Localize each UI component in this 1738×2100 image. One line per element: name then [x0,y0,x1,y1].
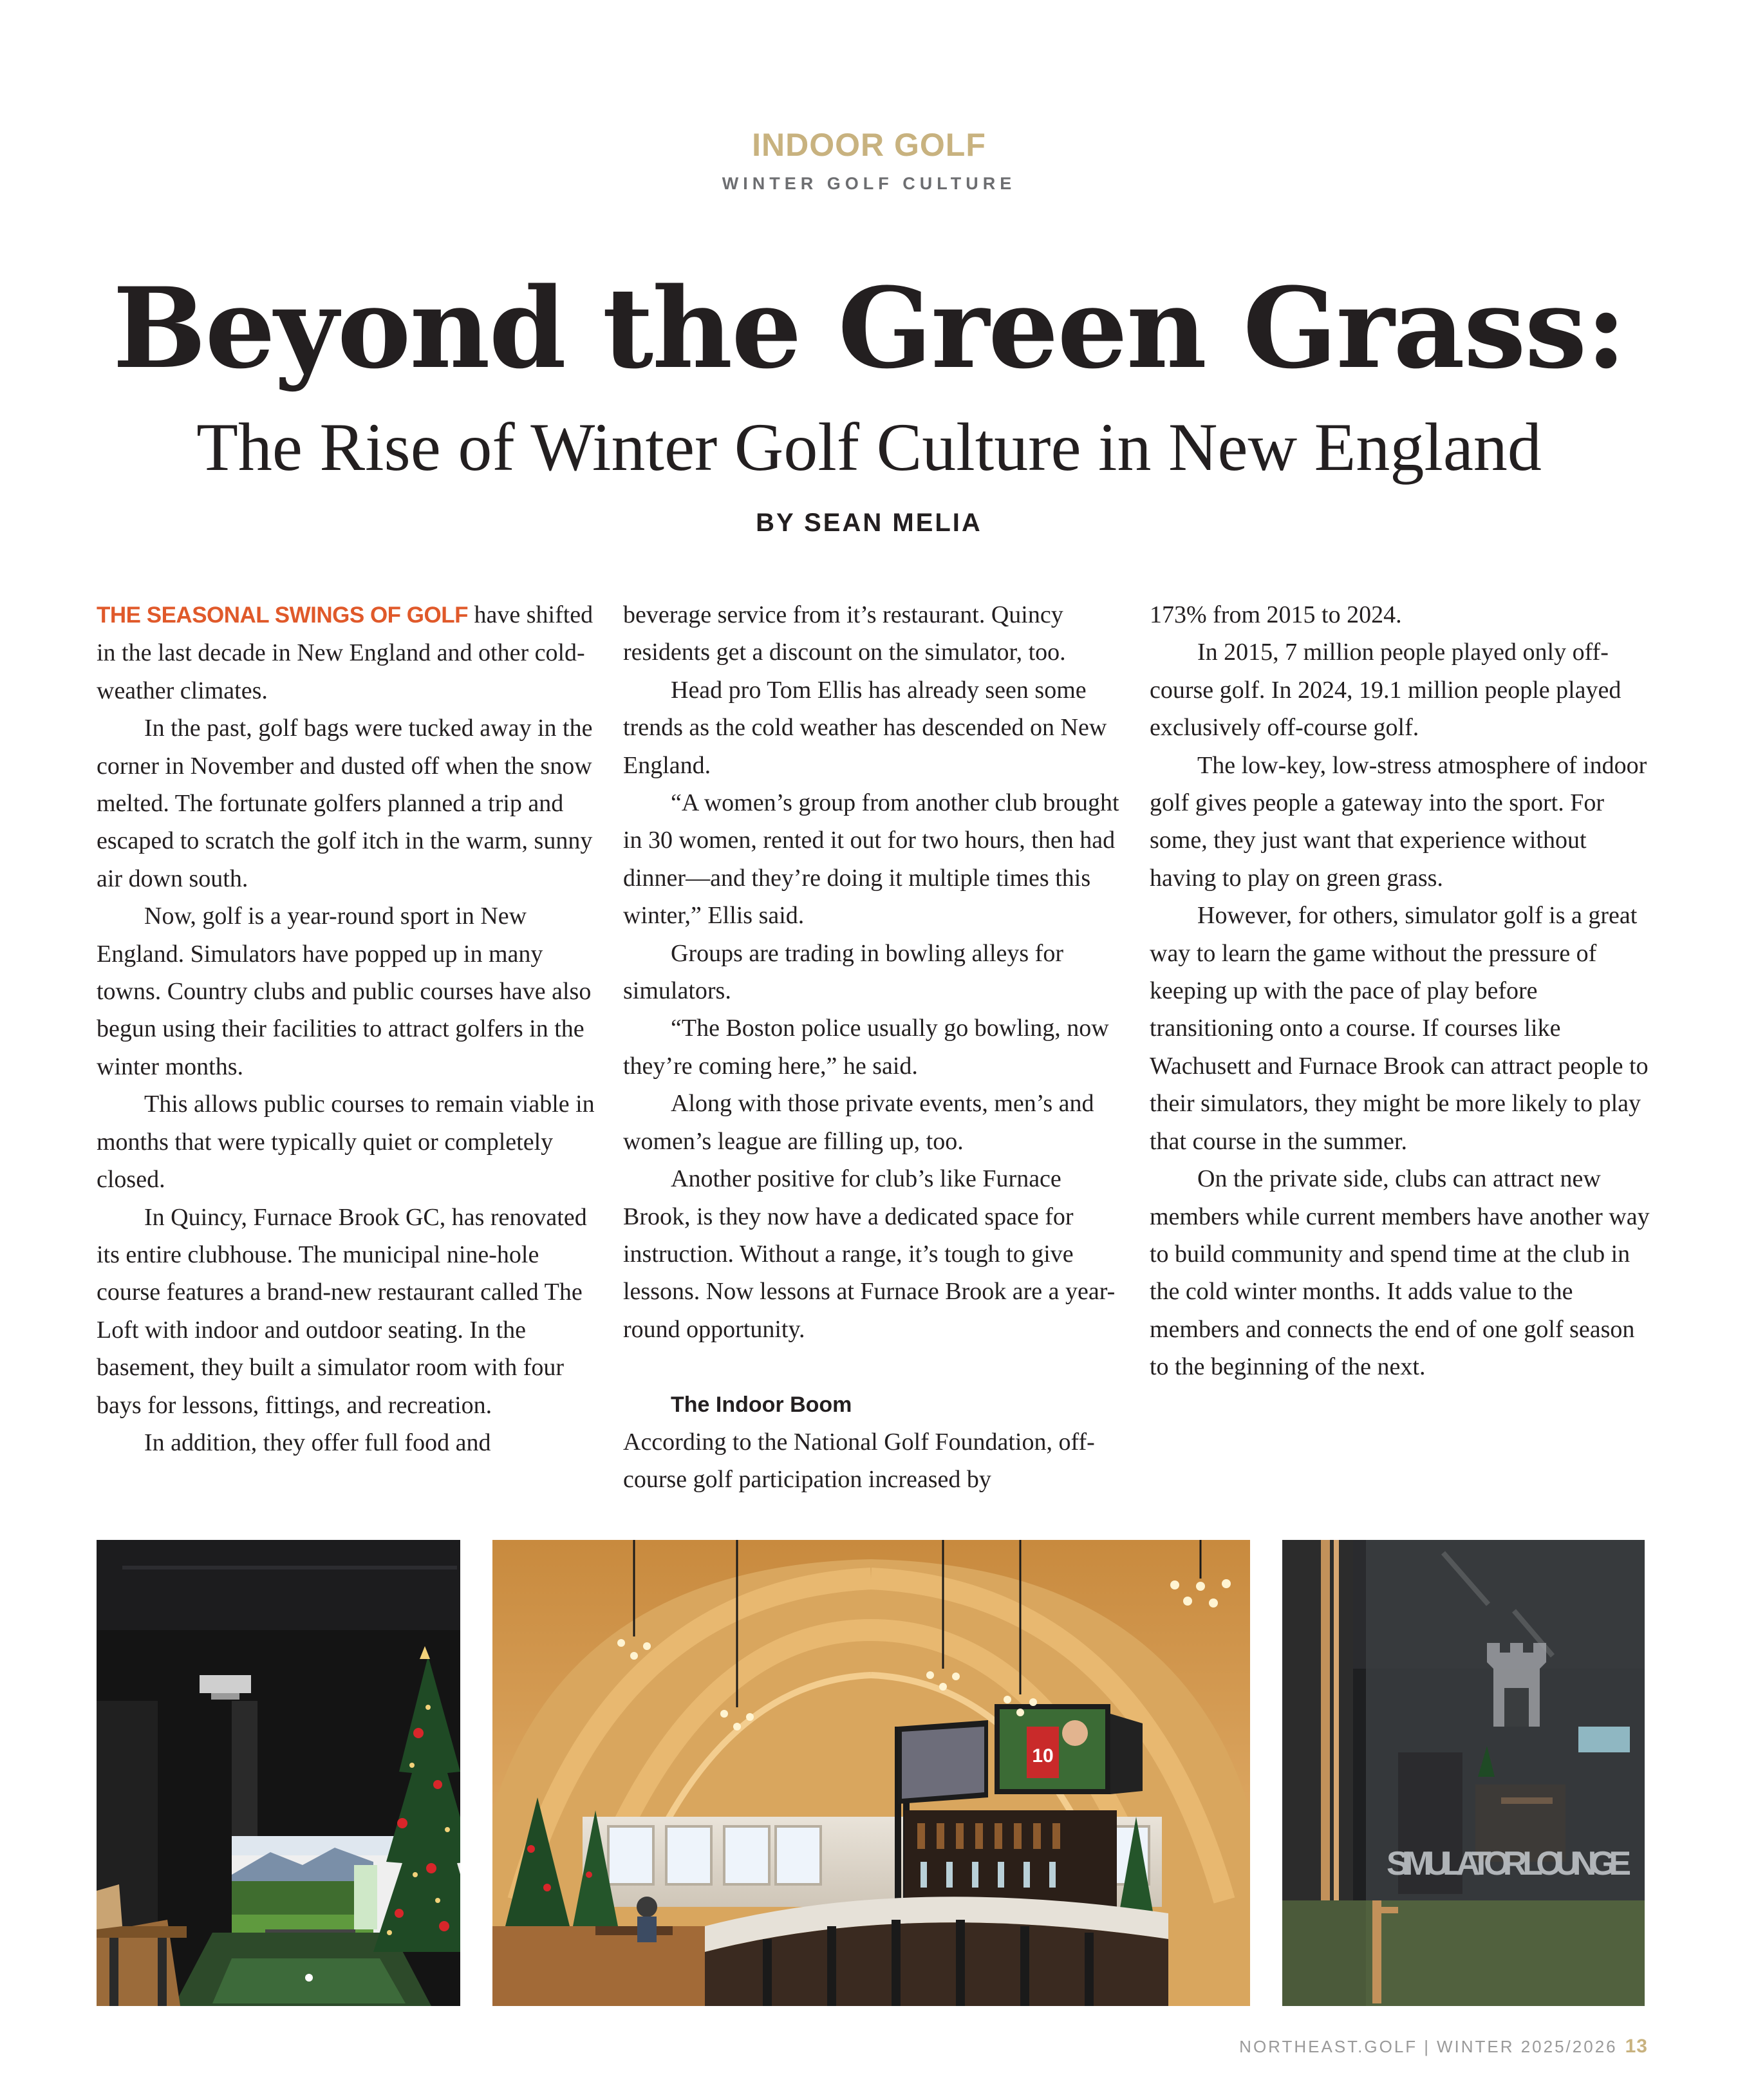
article-column-2 [623,596,1132,1499]
jersey-number: 10 [1032,1745,1054,1767]
paragraph: beverage service from it’s restaurant. Quincy residents get a discount on the simulator, too. [623,601,1066,666]
byline: BY SEAN MELIA [756,509,982,537]
headline: Beyond the Green Grass: [113,263,1625,393]
paragraph: 173% from 2015 to 2024. [1150,601,1402,628]
deck: The Rise of Winter Golf Culture in New England [196,409,1542,485]
lead-in: THE SEASONAL SWINGS OF GOLF [97,603,468,628]
paragraph: Another positive for club’s like Furnace Brook, is they now have a dedicated space for instruction. Without a range, it’s tough to give lessons. Now lessons at Furnace Brook are a year-round opportunity. [623,1165,1116,1343]
paragraph [97,596,605,709]
paragraph: Now, golf is a year-round sport in New England. Simulators have popped up in many towns. Country clubs and public courses have also begun using their facilities to attract golfers in the winter months. [97,903,592,1080]
page-footer [1239,2036,1648,2058]
page-number: 13 [1625,2036,1648,2057]
paragraph: Along with those private events, men’s and women’s league are filling up, too. [623,1090,1094,1155]
paragraph: According to the National Golf Foundation, off-course golf participation increased by [623,1428,1095,1494]
paragraph: The low-key, low-stress atmosphere of indoor golf gives people a gateway into the sport. For some, they just want that experience without having to play on green grass. [1150,751,1647,892]
paragraph: This allows public courses to remain viable in months that were typically quiet or completely closed. [97,1091,595,1194]
lead-text: have shifted in the last decade in New England and other cold-weather climates. [97,601,593,704]
section-kicker: INDOOR GOLF [752,127,986,163]
paragraph: Groups are trading in bowling alleys for simulators. [623,939,1063,1005]
subhead: The Indoor Boom [671,1392,852,1417]
paragraph: “The Boston police usually go bowling, now they’re coming here,” he said. [623,1015,1109,1080]
paragraph: “A women’s group from another club brought in 30 women, rented it out for two hours, then had dinner—and they’re doing it multiple times this winter,” Ellis said. [623,789,1119,930]
paragraph: In Quincy, Furnace Brook GC, has renovated its entire clubhouse. The municipal nine-hole course features a brand-new restaurant called The Loft with indoor and outdoor seating. In the basement, they built a simulator room with four bays for lessons, fittings, and recreation. [97,1203,587,1419]
paragraph: In the past, golf bags were tucked away in the corner in November and dusted off when the snow melted. The fortunate golfers planned a trip and escaped to scratch the golf itch in the warm, sunny air down south. [97,715,593,892]
paragraph: On the private side, clubs can attract new members while current members have another way to build community and spend time at the club in the cold winter months. It adds value to the members and connects the end of one golf season to the beginning of the next. [1150,1165,1650,1381]
paragraph: However, for others, simulator golf is a great way to learn the game without the pressure of keeping up with the pace of play before transitioning onto a course. If courses like Wachusett and Furnace Brook can attract people to their simulators, they might be more likely to play that course in the summer. [1150,902,1649,1155]
article-column-1 [97,596,605,1461]
paragraph: In 2015, 7 million people played only off-course golf. In 2024, 19.1 million people played exclusively off-course golf. [1150,639,1621,742]
footer-separator: | [1424,2037,1430,2056]
lounge-sign: SIMULATOR LOUNGE [1387,1845,1631,1882]
photo-simulator-bay [97,1540,460,2006]
section-subkicker: WINTER GOLF CULTURE [722,174,1016,193]
paragraph: Head pro Tom Ellis has already seen some trends as the cold weather has descended on New England. [623,676,1107,779]
paragraph: In addition, they offer full food and [144,1429,491,1456]
footer-issue: WINTER 2025/2026 [1436,2037,1618,2056]
footer-site: NORTHEAST.GOLF [1239,2037,1418,2056]
photo-simulator-lounge [1282,1540,1645,2006]
photo-clubhouse-restaurant [492,1540,1250,2006]
article-column-3 [1150,596,1658,1386]
